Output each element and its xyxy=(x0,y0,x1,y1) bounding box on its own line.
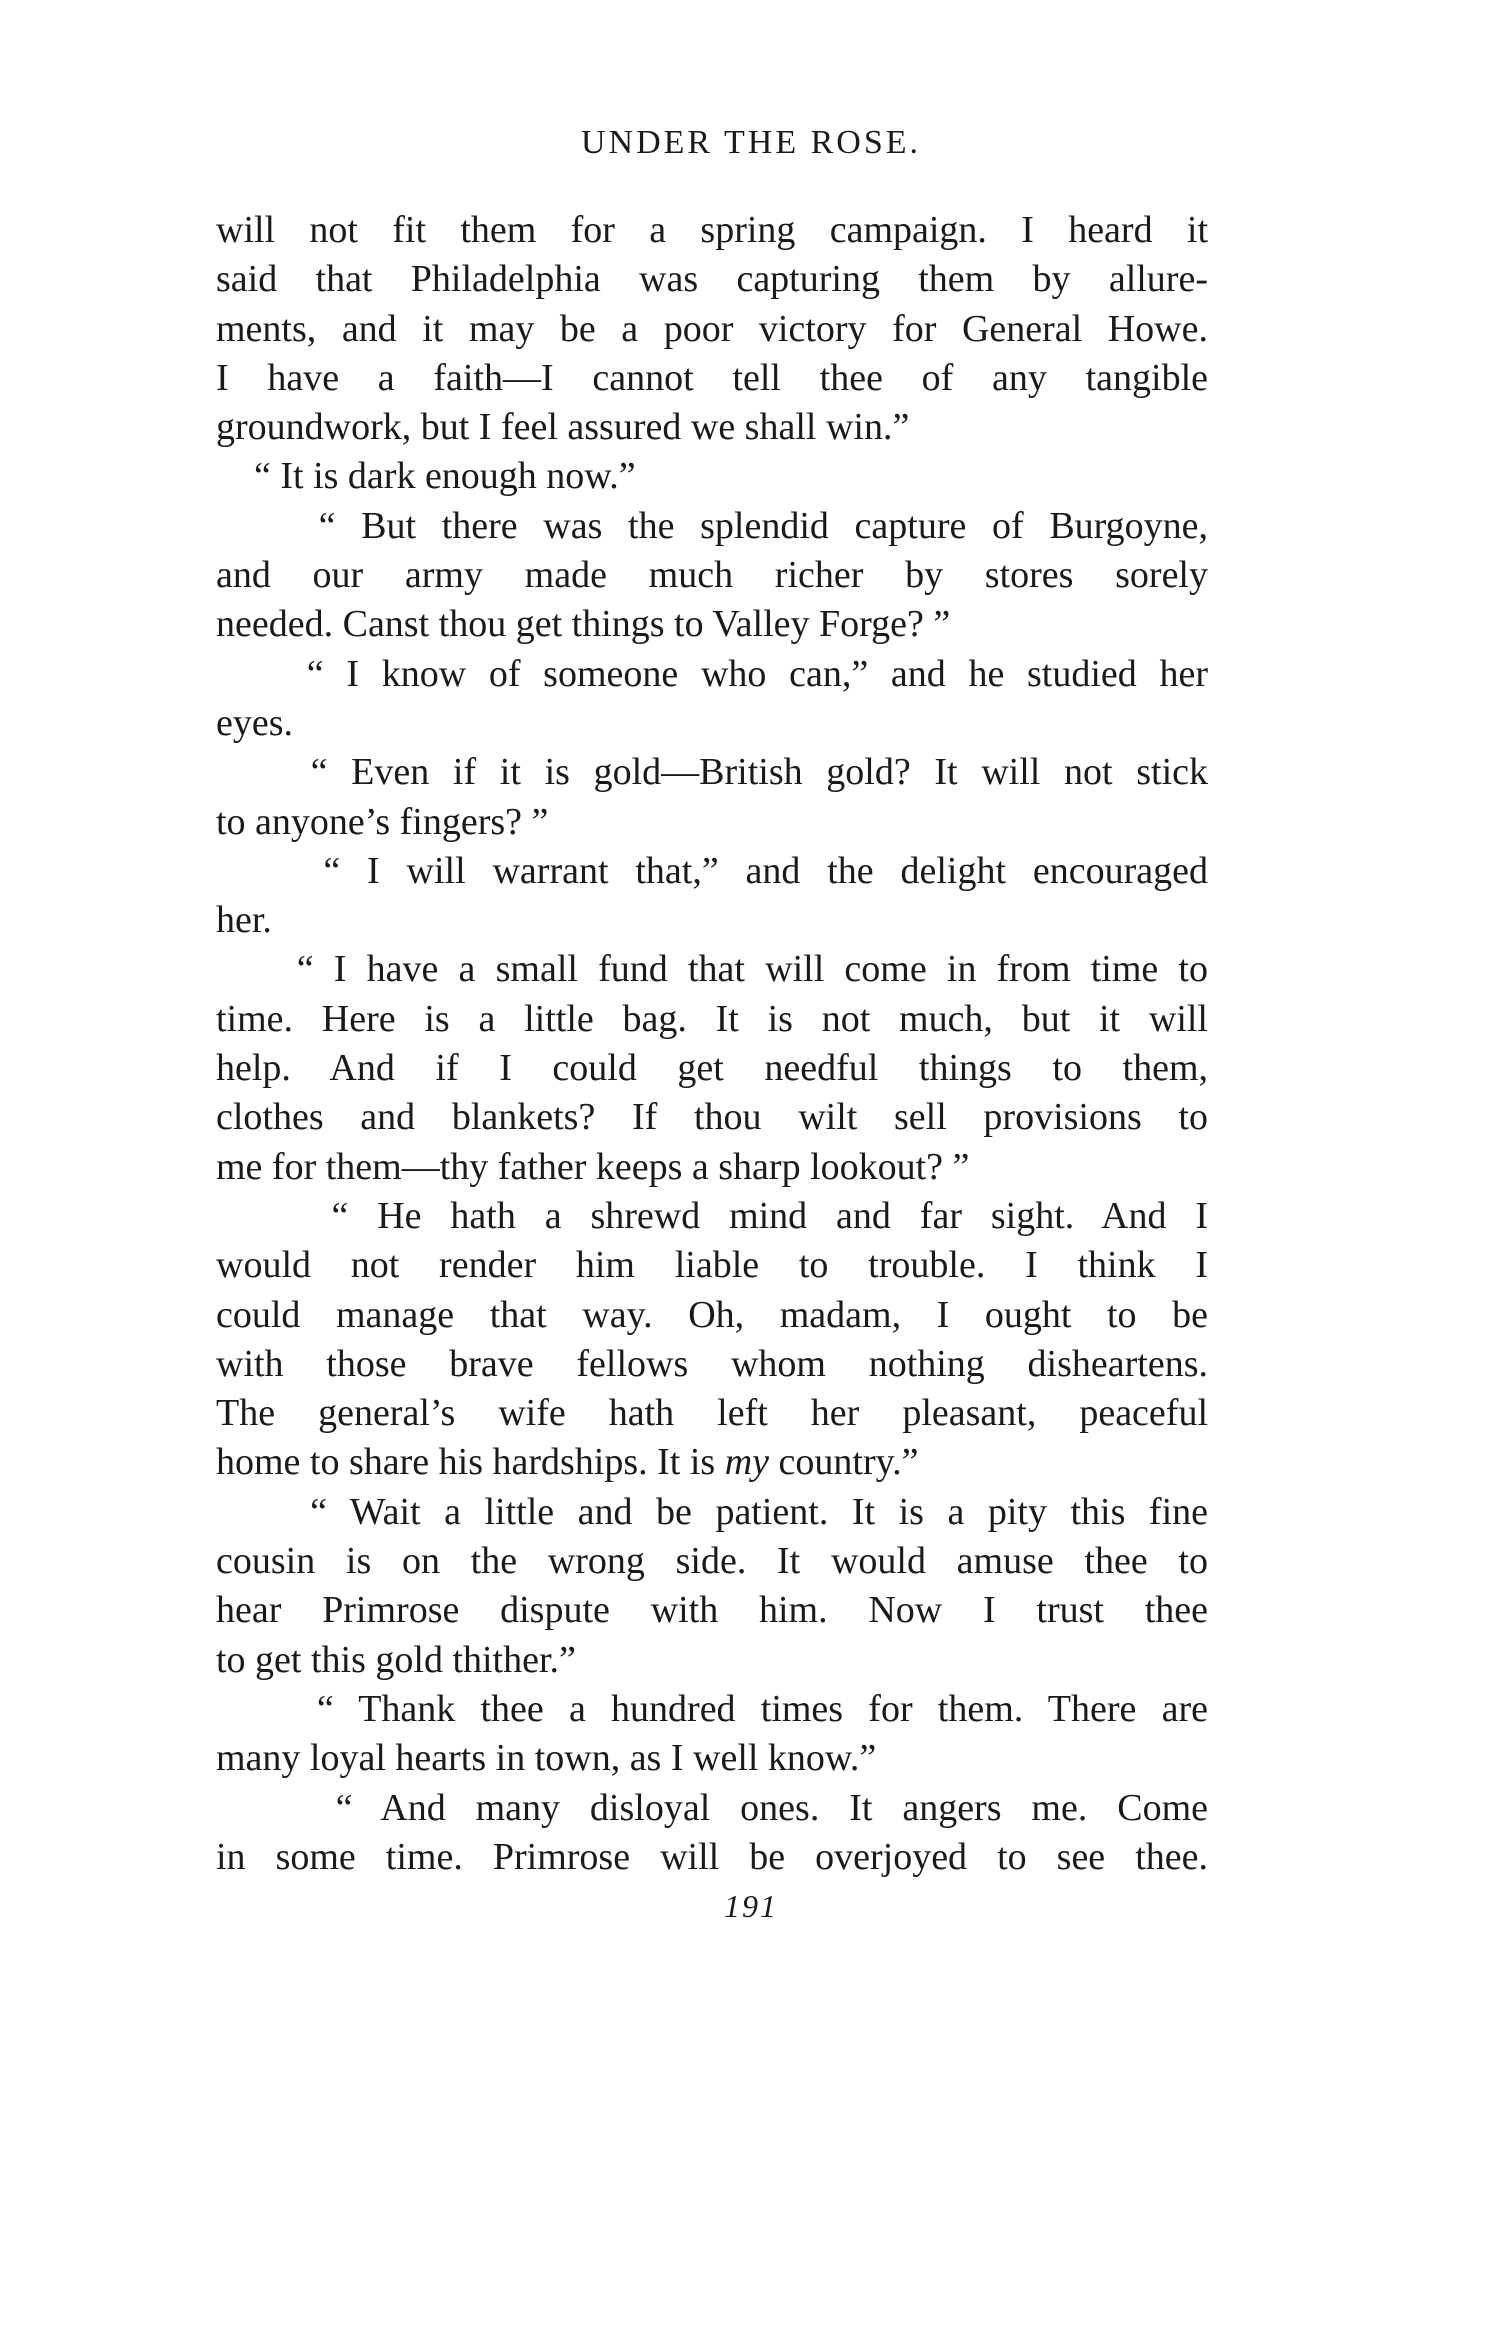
text-line: help. And if I could get needful things to them, xyxy=(216,1047,1208,1090)
text-line: and our army made much richer by stores sorely xyxy=(216,554,1208,597)
text-line: to anyone’s fingers? ” xyxy=(216,800,549,843)
text-line: said that Philadelphia was capturing them by allure- xyxy=(216,258,1208,301)
text-line: The general’s wife hath left her pleasant, peaceful xyxy=(216,1392,1208,1435)
text-line: hear Primrose dispute with him. Now I trust thee xyxy=(216,1589,1208,1632)
text-line: cousin is on the wrong side. It would amuse thee to xyxy=(216,1540,1208,1583)
text-line: time. Here is a little bag. It is not much, but it will xyxy=(216,997,1208,1040)
text-line: “ Even if it is gold—British gold? It will not stick xyxy=(216,751,1208,794)
text-line: “ I know of someone who can,” and he studied her xyxy=(216,652,1208,695)
text-line: clothes and blankets? If thou wilt sell provisions to xyxy=(216,1096,1208,1139)
text-line: in some time. Primrose will be overjoyed to see thee. xyxy=(216,1835,1208,1878)
text-line: will not fit them for a spring campaign. I heard it xyxy=(216,209,1208,251)
text-line: to get this gold thither.” xyxy=(216,1638,576,1681)
emphasis: my xyxy=(724,1441,770,1484)
text-line: “ He hath a shrewd mind and far sight. And I xyxy=(216,1194,1208,1237)
running-head: UNDER THE ROSE. xyxy=(581,124,921,161)
text-line: ments, and it may be a poor victory for General Howe. xyxy=(216,307,1208,350)
text-line: “ I will warrant that,” and the delight encouraged xyxy=(216,849,1208,892)
text-line: “ Wait a little and be patient. It is a pity this fine xyxy=(216,1490,1208,1533)
text-line: her. xyxy=(216,899,272,942)
text-line: could manage that way. Oh, madam, I ought to be xyxy=(216,1293,1208,1336)
text-line: would not render him liable to trouble. I think I xyxy=(216,1244,1208,1287)
text-line: eyes. xyxy=(216,701,294,744)
text-line: me for them—thy father keeps a sharp lookout? ” xyxy=(216,1145,970,1188)
text-line: with those brave fellows whom nothing disheartens. xyxy=(216,1342,1208,1385)
text-line: “ And many disloyal ones. It angers me. Come xyxy=(216,1786,1208,1829)
page-number: 191 xyxy=(724,1888,778,1924)
text-line: “ I have a small fund that will come in from time to xyxy=(216,948,1208,991)
text-line: “ It is dark enough now.” xyxy=(216,455,636,498)
text-line: home to share his hardships. It is my country.” xyxy=(216,1441,919,1484)
text-line: many loyal hearts in town, as I well know.” xyxy=(216,1737,877,1780)
body-text xyxy=(216,206,1208,1882)
text-line: groundwork, but I feel assured we shall win.” xyxy=(216,406,910,449)
text-line: “ Thank thee a hundred times for them. There are xyxy=(216,1687,1208,1730)
text-line: “ But there was the splendid capture of Burgoyne, xyxy=(216,504,1208,547)
text-line: needed. Canst thou get things to Valley Forge? ” xyxy=(216,603,951,646)
text-line: I have a faith—I cannot tell thee of any tangible xyxy=(216,356,1208,399)
